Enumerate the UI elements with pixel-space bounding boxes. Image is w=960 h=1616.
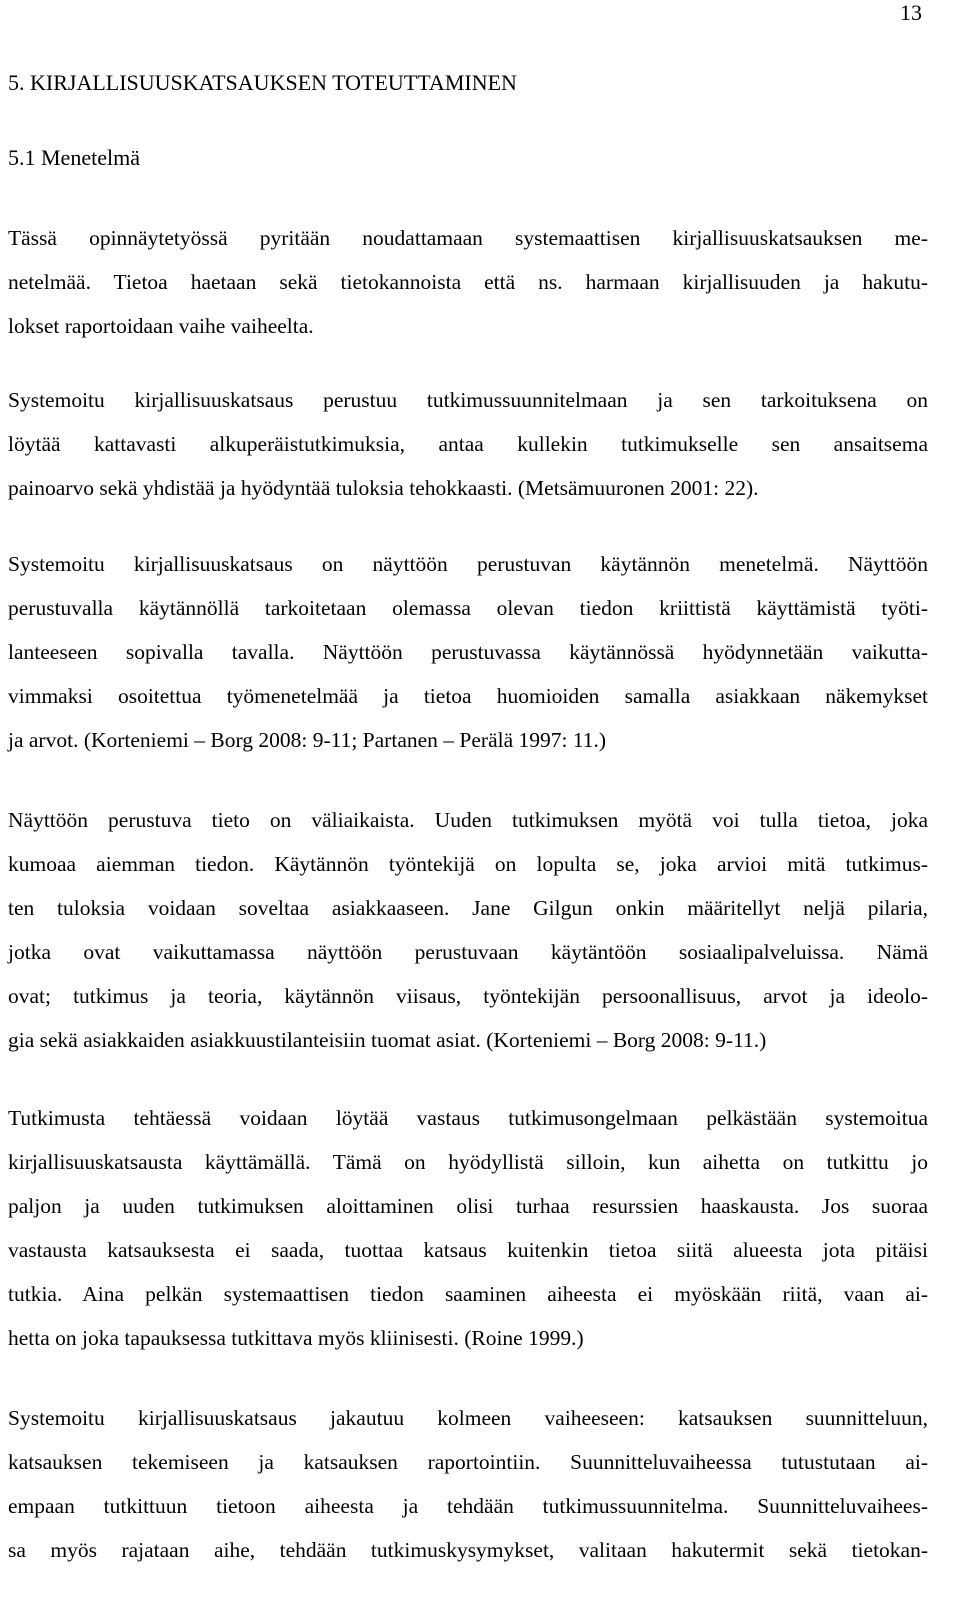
section-heading: 5.1 Menetelmä — [8, 145, 140, 170]
text-line: sa myös rajataan aihe, tehdään tutkimuskysymykset, valitaan hakutermit sekä tietokan- — [8, 1538, 928, 1562]
text-line: hetta on joka tapauksessa tutkittava myös kliinisesti. (Roine 1999.) — [8, 1326, 584, 1350]
paragraph-1 — [8, 216, 928, 348]
text-line: Systemoitu kirjallisuuskatsaus on näyttöön perustuvan käytännön menetelmä. Näyttöön — [8, 552, 928, 576]
text-line: lanteeseen sopivalla tavalla. Näyttöön perustuvassa käytännössä hyödynnetään vaikutta- — [8, 640, 928, 664]
text-line: löytää kattavasti alkuperäistutkimuksia, antaa kullekin tutkimukselle sen ansaitsema — [8, 432, 928, 456]
text-line: Systemoitu kirjallisuuskatsaus jakautuu kolmeen vaiheeseen: katsauksen suunnitteluun, — [8, 1406, 928, 1430]
text-line: katsauksen tekemiseen ja katsauksen raportointiin. Suunnitteluvaiheessa tutustutaan ai- — [8, 1450, 928, 1474]
text-line: kumoaa aiemman tiedon. Käytännön työntekijä on lopulta se, joka arvioi mitä tutkimus- — [8, 852, 928, 876]
paragraph-6 — [8, 1396, 928, 1572]
text-line: ovat; tutkimus ja teoria, käytännön viisaus, työntekijän persoonallisuus, arvot ja ideolo- — [8, 984, 928, 1008]
text-line: Näyttöön perustuva tieto on väliaikaista. Uuden tutkimuksen myötä voi tulla tietoa, joka — [8, 808, 928, 832]
paragraph-5 — [8, 1096, 928, 1360]
text-line: kirjallisuuskatsausta käyttämällä. Tämä on hyödyllistä silloin, kun aihetta on tutkittu jo — [8, 1150, 928, 1174]
text-line: lokset raportoidaan vaihe vaiheelta. — [8, 314, 314, 338]
text-line: vimmaksi osoitettua työmenetelmää ja tietoa huomioiden samalla asiakkaan näkemykset — [8, 684, 928, 708]
text-line: ten tuloksia voidaan soveltaa asiakkaaseen. Jane Gilgun onkin määritellyt neljä pilaria, — [8, 896, 928, 920]
paragraph-4 — [8, 798, 928, 1062]
text-line: gia sekä asiakkaiden asiakkuustilanteisiin tuomat asiat. (Korteniemi – Borg 2008: 9-11.) — [8, 1028, 767, 1052]
paragraph-3 — [8, 542, 928, 762]
text-line: empaan tutkittuun tietoon aiheesta ja tehdään tutkimussuunnitelma. Suunnitteluvaihees- — [8, 1494, 928, 1518]
text-line: ja arvot. (Korteniemi – Borg 2008: 9-11; Partanen – Perälä 1997: 11.) — [8, 728, 607, 752]
text-line: tutkia. Aina pelkän systemaattisen tiedon saaminen aiheesta ei myöskään riitä, vaan ai- — [8, 1282, 928, 1306]
text-line: Tutkimusta tehtäessä voidaan löytää vastaus tutkimusongelmaan pelkästään systemoitua — [8, 1106, 928, 1130]
text-line: paljon ja uuden tutkimuksen aloittaminen olisi turhaa resurssien haaskausta. Jos suoraa — [8, 1194, 928, 1218]
text-line: Systemoitu kirjallisuuskatsaus perustuu tutkimussuunnitelmaan ja sen tarkoituksena on — [8, 388, 928, 412]
page-number: 13 — [900, 0, 922, 25]
text-line: netelmää. Tietoa haetaan sekä tietokannoista että ns. harmaan kirjallisuuden ja hakutu- — [8, 270, 928, 294]
text-line: jotka ovat vaikuttamassa näyttöön perustuvaan käytäntöön sosiaalipalveluissa. Nämä — [8, 940, 928, 964]
chapter-heading: 5. KIRJALLISUUSKATSAUKSEN TOTEUTTAMINEN — [8, 70, 517, 95]
paragraph-2 — [8, 378, 928, 510]
text-line: vastausta katsauksesta ei saada, tuottaa katsaus kuitenkin tietoa siitä alueesta jota pitäisi — [8, 1238, 928, 1262]
text-line: perustuvalla käytännöllä tarkoitetaan olemassa olevan tiedon kriittistä käyttämistä työti- — [8, 596, 928, 620]
text-line: painoarvo sekä yhdistää ja hyödyntää tuloksia tehokkaasti. (Metsämuuronen 2001: 22). — [8, 476, 759, 500]
text-line: Tässä opinnäytetyössä pyritään noudattamaan systemaattisen kirjallisuuskatsauksen me- — [8, 226, 928, 250]
